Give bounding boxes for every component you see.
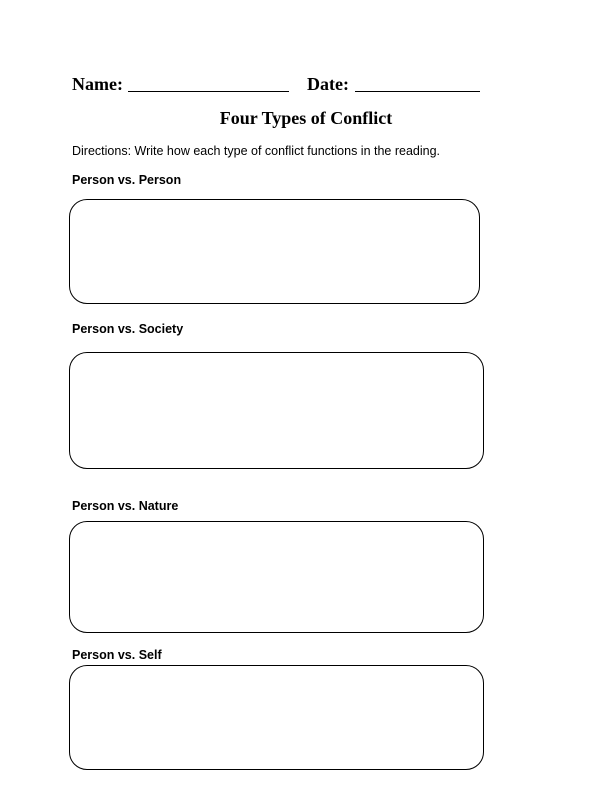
date-field[interactable] (355, 91, 480, 92)
section-label-person-vs-society: Person vs. Society (72, 322, 184, 336)
answer-box-person-vs-person[interactable] (69, 199, 480, 304)
date-label: Date: (307, 74, 349, 94)
directions-text: Directions: Write how each type of conflict functions in the reading. (72, 144, 441, 158)
answer-box-person-vs-self[interactable] (69, 665, 484, 770)
answer-box-person-vs-society[interactable] (69, 352, 484, 469)
answer-box-person-vs-nature[interactable] (69, 521, 484, 633)
name-label: Name: (72, 74, 123, 94)
section-label-person-vs-nature: Person vs. Nature (72, 499, 179, 513)
header-row (72, 72, 492, 96)
page-title: Four Types of Conflict (219, 108, 393, 128)
name-field[interactable] (128, 91, 289, 92)
section-label-person-vs-person: Person vs. Person (72, 173, 182, 187)
section-label-person-vs-self: Person vs. Self (72, 648, 162, 662)
